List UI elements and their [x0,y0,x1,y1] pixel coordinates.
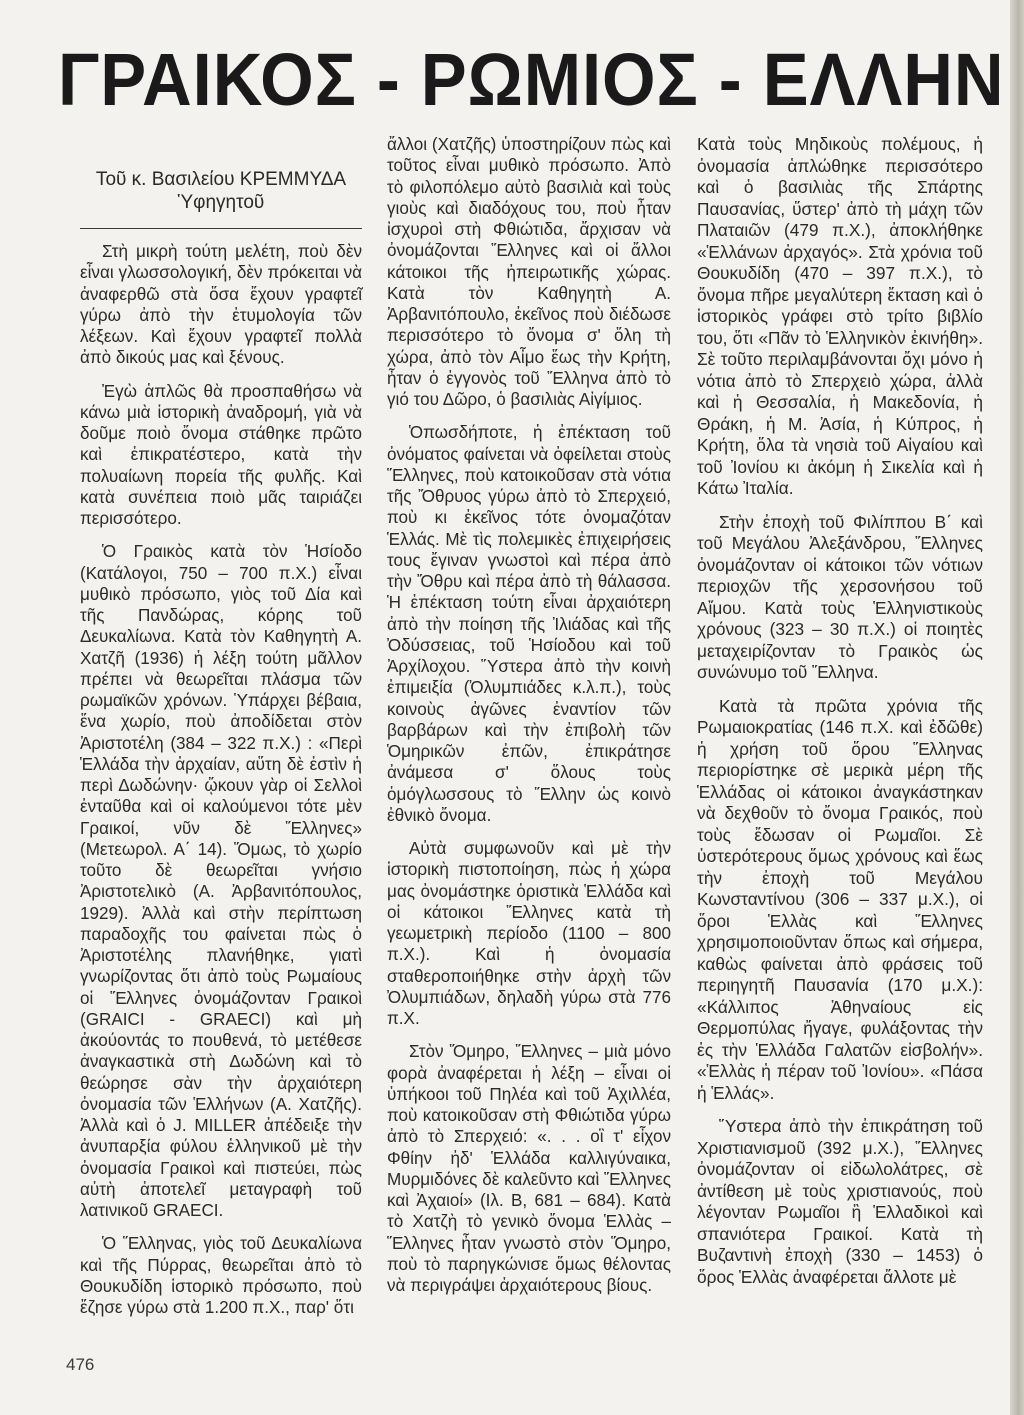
paragraph: Στὴ μικρὴ τούτη μελέτη, ποὺ δὲν εἶναι γλωσσολογική, δὲν πρόκειται νὰ ἀναφερθῶ στὰ ὅσα ἔχουν γραφτεῖ γύρω ἀπὸ τὴν ἐτυμολογία τῶν λέξεων. Καὶ ἔχουν γραφτεῖ πολλὰ ἀπὸ δικούς μας καὶ ξένους. [80,242,362,368]
page-number: 476 [66,1355,95,1374]
paragraph: Ὁ Γραικὸς κατὰ τὸν Ἡσίοδο (Κατάλογοι, 750 – 700 π.Χ.) εἶναι μυθικὸ πρόσωπο, γιὸς τοῦ Δία καὶ τῆς Πανδώρας, κόρης τοῦ Δευκαλίωνα. Κατὰ τὸν Καθηγητὴ Α. Χατζῆ (1936) ἡ λέξη τούτη μᾶλλον πρέπει νὰ θεωρεῖται πλάσμα τῶν ρωμαϊκῶν χρόνων. Ὑπάρχει βέβαια, ἕνα χωρίο, ποὺ ἀποδίδεται στὸν Ἀριστοτέλη (384 – 322 π.Χ.) : «Περὶ Ἑλλάδα τὴν ἀρχαίαν, αὕτη δὲ ἐστὶν ἡ περὶ Δωδώνην· ᾤκουν γὰρ οἱ Σελλοὶ ἐνταῦθα καὶ οἱ καλούμενοι τότε μὲν Γραικοί, νῦν δὲ Ἕλληνες» (Μετεωρολ. Α΄ 14). Ὅμως, τὸ χωρίο τοῦτο δὲ θεωρεῖται γνήσιο Ἀριστοτελικὸ (Α. Ἀρβανιτόπουλος, 1929). Ἀλλὰ καὶ στὴν περίπτωση παραδοχῆς του φαίνεται πὼς ὁ Ἀριστοτέλης πλανήθηκε, γιατὶ γνωρίζοντας ὅτι ἀπὸ τοὺς Ρωμαίους οἱ Ἕλληνες ὀνομάζονταν Γραικοὶ (GRAICI - GRAECI) καὶ μὴ ἀκούοντάς το πουθενά, τὸ μετέθεσε ἀναγκαστικὰ στὴ Δωδώνη καὶ τὸ θεώρησε σὰν τὴν ἀρχαιότερη ὀνομασία τῶν Ἑλλήνων (Α. Χατζῆς). Ἀλλὰ καὶ ὁ J. MILLER ἀπέδειξε τὴν ἀνυπαρξία φύλου ἑλληνικοῦ μὲ τὴν ὀνομασία Γραικοὶ καὶ πιστεύει, πὼς αὐτὴ ἀποτελεῖ μεταγραφὴ τοῦ λατινικοῦ GRAECI. [80,542,362,1220]
text-column-2 [387,134,671,1308]
text-column-1 [80,168,362,1330]
page-edge-shadow [1010,0,1024,1415]
author-role: Ὑφηγητοῦ [177,192,265,213]
paragraph: Ὁ Ἕλληνας, γιὸς τοῦ Δευκαλίωνα καὶ τῆς Πύρρας, θεωρεῖται ἀπὸ τὸ Θουκυδίδη ἱστορικὸ πρόσωπο, ποὺ ἔζησε γύρω στὰ 1.200 π.Χ., παρ' ὅτι [80,1234,362,1317]
paragraph: Στὴν ἐποχὴ τοῦ Φιλίππου Β΄ καὶ τοῦ Μεγάλου Ἀλεξάνδρου, Ἕλληνες ὀνομάζονταν οἱ κάτοικοι τῶν νότιων περιοχῶν τῆς χερσονήσου τοῦ Αἴμου. Κατὰ τοὺς Ἑλληνιστικοὺς χρόνους (323 – 30 π.Χ.) οἱ ποιητὲς μεταχειρίζονταν τὸ Γραικὸς ὡς συνώνυμο τοῦ Ἕλληνα. [697,511,983,682]
text-column-3 [697,134,983,1300]
author-line: Τοῦ κ. Βασιλείου ΚΡΕΜΜΥΔΑ [95,169,347,190]
article-title: ΓΡΑΙΚΟΣ - ΡΩΜΙΟΣ - ΕΛΛΗΝ [58,38,1005,121]
paragraph: Αὐτὰ συμφωνοῦν καὶ μὲ τὴν ἱστορικὴ πιστοποίηση, πὼς ἡ χώρα μας ὀνομάστηκε ὁριστικὰ Ἑλλάδα καὶ οἱ κάτοικοι Ἕλληνες κατὰ τὴ γεωμετρικὴ περίοδο (1100 – 800 π.Χ.). Καὶ ἡ ὀνομασία σταθεροποιήθηκε στὴν ἀρχὴ τῶν Ὀλυμπιάδων, δηλαδὴ γύρω στὰ 776 π.Χ. [387,839,671,1028]
paragraph: ἄλλοι (Χατζῆς) ὑποστηρίζουν πὼς καὶ τοῦτος εἶναι μυθικὸ πρόσωπο. Ἀπὸ τὸ φιλοπόλεμο αὐτὸ βασιλιὰ καὶ τοὺς γιοὺς καὶ διαδόχους του, ποὺ ἦταν ἰσχυροὶ στὴ Φθιώτιδα, ἄρχισαν νὰ ὀνομάζονται Ἕλληνες καὶ οἱ ἄλλοι κάτοικοι τῆς ἠπειρωτικῆς χώρας. Κατὰ τὸν Καθηγητὴ Α. Ἀρβανιτόπουλο, ἐκεῖνος ποὺ διέδωσε περισσότερο τὸ ὄνομα σ' ὅλη τὴ χώρα, ἀπὸ τὸν Αἶμο ἕως τὴν Κρήτη, ἦταν ὁ ἐγγονὸς τοῦ Ἕλληνα ἀπὸ τὸ γιό του Δῶρο, ὁ βασιλιὰς Αἰγίμιος. [387,135,671,409]
paragraph: Στὸν Ὅμηρο, Ἕλληνες – μιὰ μόνο φορὰ ἀναφέρεται ἡ λέξη – εἶναι οἱ ὑπήκοοι τοῦ Πηλέα καὶ τοῦ Ἀχιλλέα, ποὺ κατοικοῦσαν στὴ Φθιώτιδα γύρω ἀπὸ τὸ Σπερχειό: «. . . οἳ τ' εἶχον Φθίην ἠδ' Ἑλλάδα καλλιγύναικα, Μυρμιδόνες δὲ καλεῦντο καὶ Ἕλληνες καὶ Ἀχαιοί» (Ιλ. Β, 681 – 684). Κατὰ τὸ Χατζὴ τὸ γενικὸ ὄνομα Ἑλλὰς – Ἕλληνες ἦταν γνωστὸ στὸν Ὅμηρο, ποὺ τὸ παρηγκώνισε ὅμως θέλοντας νὰ περιγράψει ἀρχαιότερους βίους. [387,1042,671,1295]
byline [80,168,362,229]
paragraph: Ἐγὼ ἁπλῶς θὰ προσπαθήσω νὰ κάνω μιὰ ἱστορικὴ ἀναδρομή, γιὰ νὰ δοῦμε ποιὸ ὄνομα στάθηκε πρῶτο καὶ ἐπικρατέστερο, κατὰ τὴν πολυαίωνη πορεία τῆς φυλῆς. Καὶ κατὰ συνέπεια ποιὸ μᾶς ταιριάζει περισσότερο. [80,381,362,528]
paragraph: Κατὰ τὰ πρῶτα χρόνια τῆς Ρωμαιοκρατίας (146 π.Χ. καὶ ἐδῶθε) ἡ χρήση τοῦ ὅρου Ἕλληνας περιορίστηκε σὲ μερικὰ μέρη τῆς Ἑλλάδας οἱ κάτοικοι ἀναγκάστηκαν νὰ δεχθοῦν τὸ ὄνομα Γραικός, ποὺ τοὺς ἔδωσαν οἱ Ρωμαῖοι. Σὲ ὑστερότερους ὅμως χρόνους καὶ ἕως τὴν ἐποχὴ τοῦ Μεγάλου Κωνσταντίνου (306 – 337 μ.Χ.), οἱ ὅροι Ἑλλὰς καὶ Ἕλληνες χρησιμοποιοῦνταν ὅπως καὶ σήμερα, καθὼς φαίνεται ἀπὸ φράσεις τοῦ περιηγητῆ Παυσανία (170 μ.Χ.): «Κάλλιπος Ἀθηναίους εἰς Θερμοπύλας ἤγαγε, φυλάξοντας τὴν ἐς τὴν Ἑλλάδα Γαλατῶν εἰσβολήν». «Ἑλλὰς ἡ πέραν τοῦ Ἰονίου». «Πάσα ἡ Ἑλλάς». [697,695,983,1103]
paragraph: Κατὰ τοὺς Μηδικοὺς πολέμους, ἡ ὀνομασία ἁπλώθηκε περισσότερο καὶ ὁ βασιλιὰς τῆς Σπάρτης Παυσανίας, ὕστερ' ἀπὸ τὴ μάχη τῶν Πλαταιῶν (479 π.Χ.), ἀποκλήθηκε «Ἑλλάνων ἀρχαγός». Στὰ χρόνια τοῦ Θουκυδίδη (470 – 397 π.Χ.), τὸ ὄνομα πῆρε μεγαλύτερη ἔκταση καὶ ὁ ἱστορικὸς γράφει στὸ τρίτο βιβλίο του, ὅτι «Πᾶν τὸ Ἑλληνικὸν ἐκινήθη». Σὲ τοῦτο περιλαμβάνονται ὄχι μόνο ἡ νότια ἀπὸ τὸ Σπερχειὸ χώρα, ἀλλὰ καὶ ἡ Θεσσαλία, ἡ Μακεδονία, ἡ Θράκη, ἡ Μ. Ἀσία, ἡ Κύπρος, ἡ Κρήτη, ὅλα τὰ νησιὰ τοῦ Αἰγαίου καὶ τοῦ Ἰονίου κι ἀκόμη ἡ Σικελία καὶ ἡ Κάτω Ἰταλία. [697,134,983,498]
paragraph: Ὕστερα ἀπὸ τὴν ἐπικράτηση τοῦ Χριστιανισμοῦ (392 μ.Χ.), Ἕλληνες ὀνομάζονταν οἱ εἰδωλολάτρες, σὲ ἀντίθεση μὲ τοὺς χριστιανούς, ποὺ λέγονταν Ρωμαῖοι ἢ Ἑλλαδικοὶ καὶ σπανιότερα Γραικοί. Κατὰ τὴ Βυζαντινὴ ἐποχὴ (330 – 1453) ὁ ὅρος Ἑλλὰς ἀναφέρεται ἄλλοτε μὲ [697,1116,983,1287]
paragraph: Ὁπωσδήποτε, ἡ ἐπέκταση τοῦ ὀνόματος φαίνεται νὰ ὀφείλεται στοὺς Ἕλληνες, ποὺ κατοικοῦσαν στὰ νότια τῆς Ὄθρυος γύρω ἀπὸ τὸ Σπερχειό, ποὺ κι ἐκεῖνος τότε ὀνομαζόταν Ἑλλάς. Μὲ τὶς πολεμικὲς ἐπιχειρήσεις τους ἔγιναν γνωστοὶ καὶ πέρα ἀπὸ τὴν Ὄθρυ καὶ πέρα ἀπὸ τὴ θάλασσα. Ἡ ἐπέκταση τούτη εἶναι ἀρχαιότερη ἀπὸ τὴν ποίηση τῆς Ἰλιάδας καὶ τῆς Ὀδύσσειας, τοῦ Ἡσίοδου καὶ τοῦ Ἀρχίλοχου. Ὕστερα ἀπὸ τὴν κοινὴ ἐπιμειξία (Ὀλυμπιάδες κ.λ.π.), τοὺς κοινοὺς ἀγῶνες ἐναντίον τῶν βαρβάρων καὶ τὴν ἐπιβολὴ τῶν Ὁμηρικῶν ἐπῶν, ἐπικράτησε ἀνάμεσα σ' ὅλους τοὺς ὁμόγλωσσους τὸ Ἕλλην ὡς κοινὸ ἐθνικὸ ὄνομα. [387,423,671,825]
